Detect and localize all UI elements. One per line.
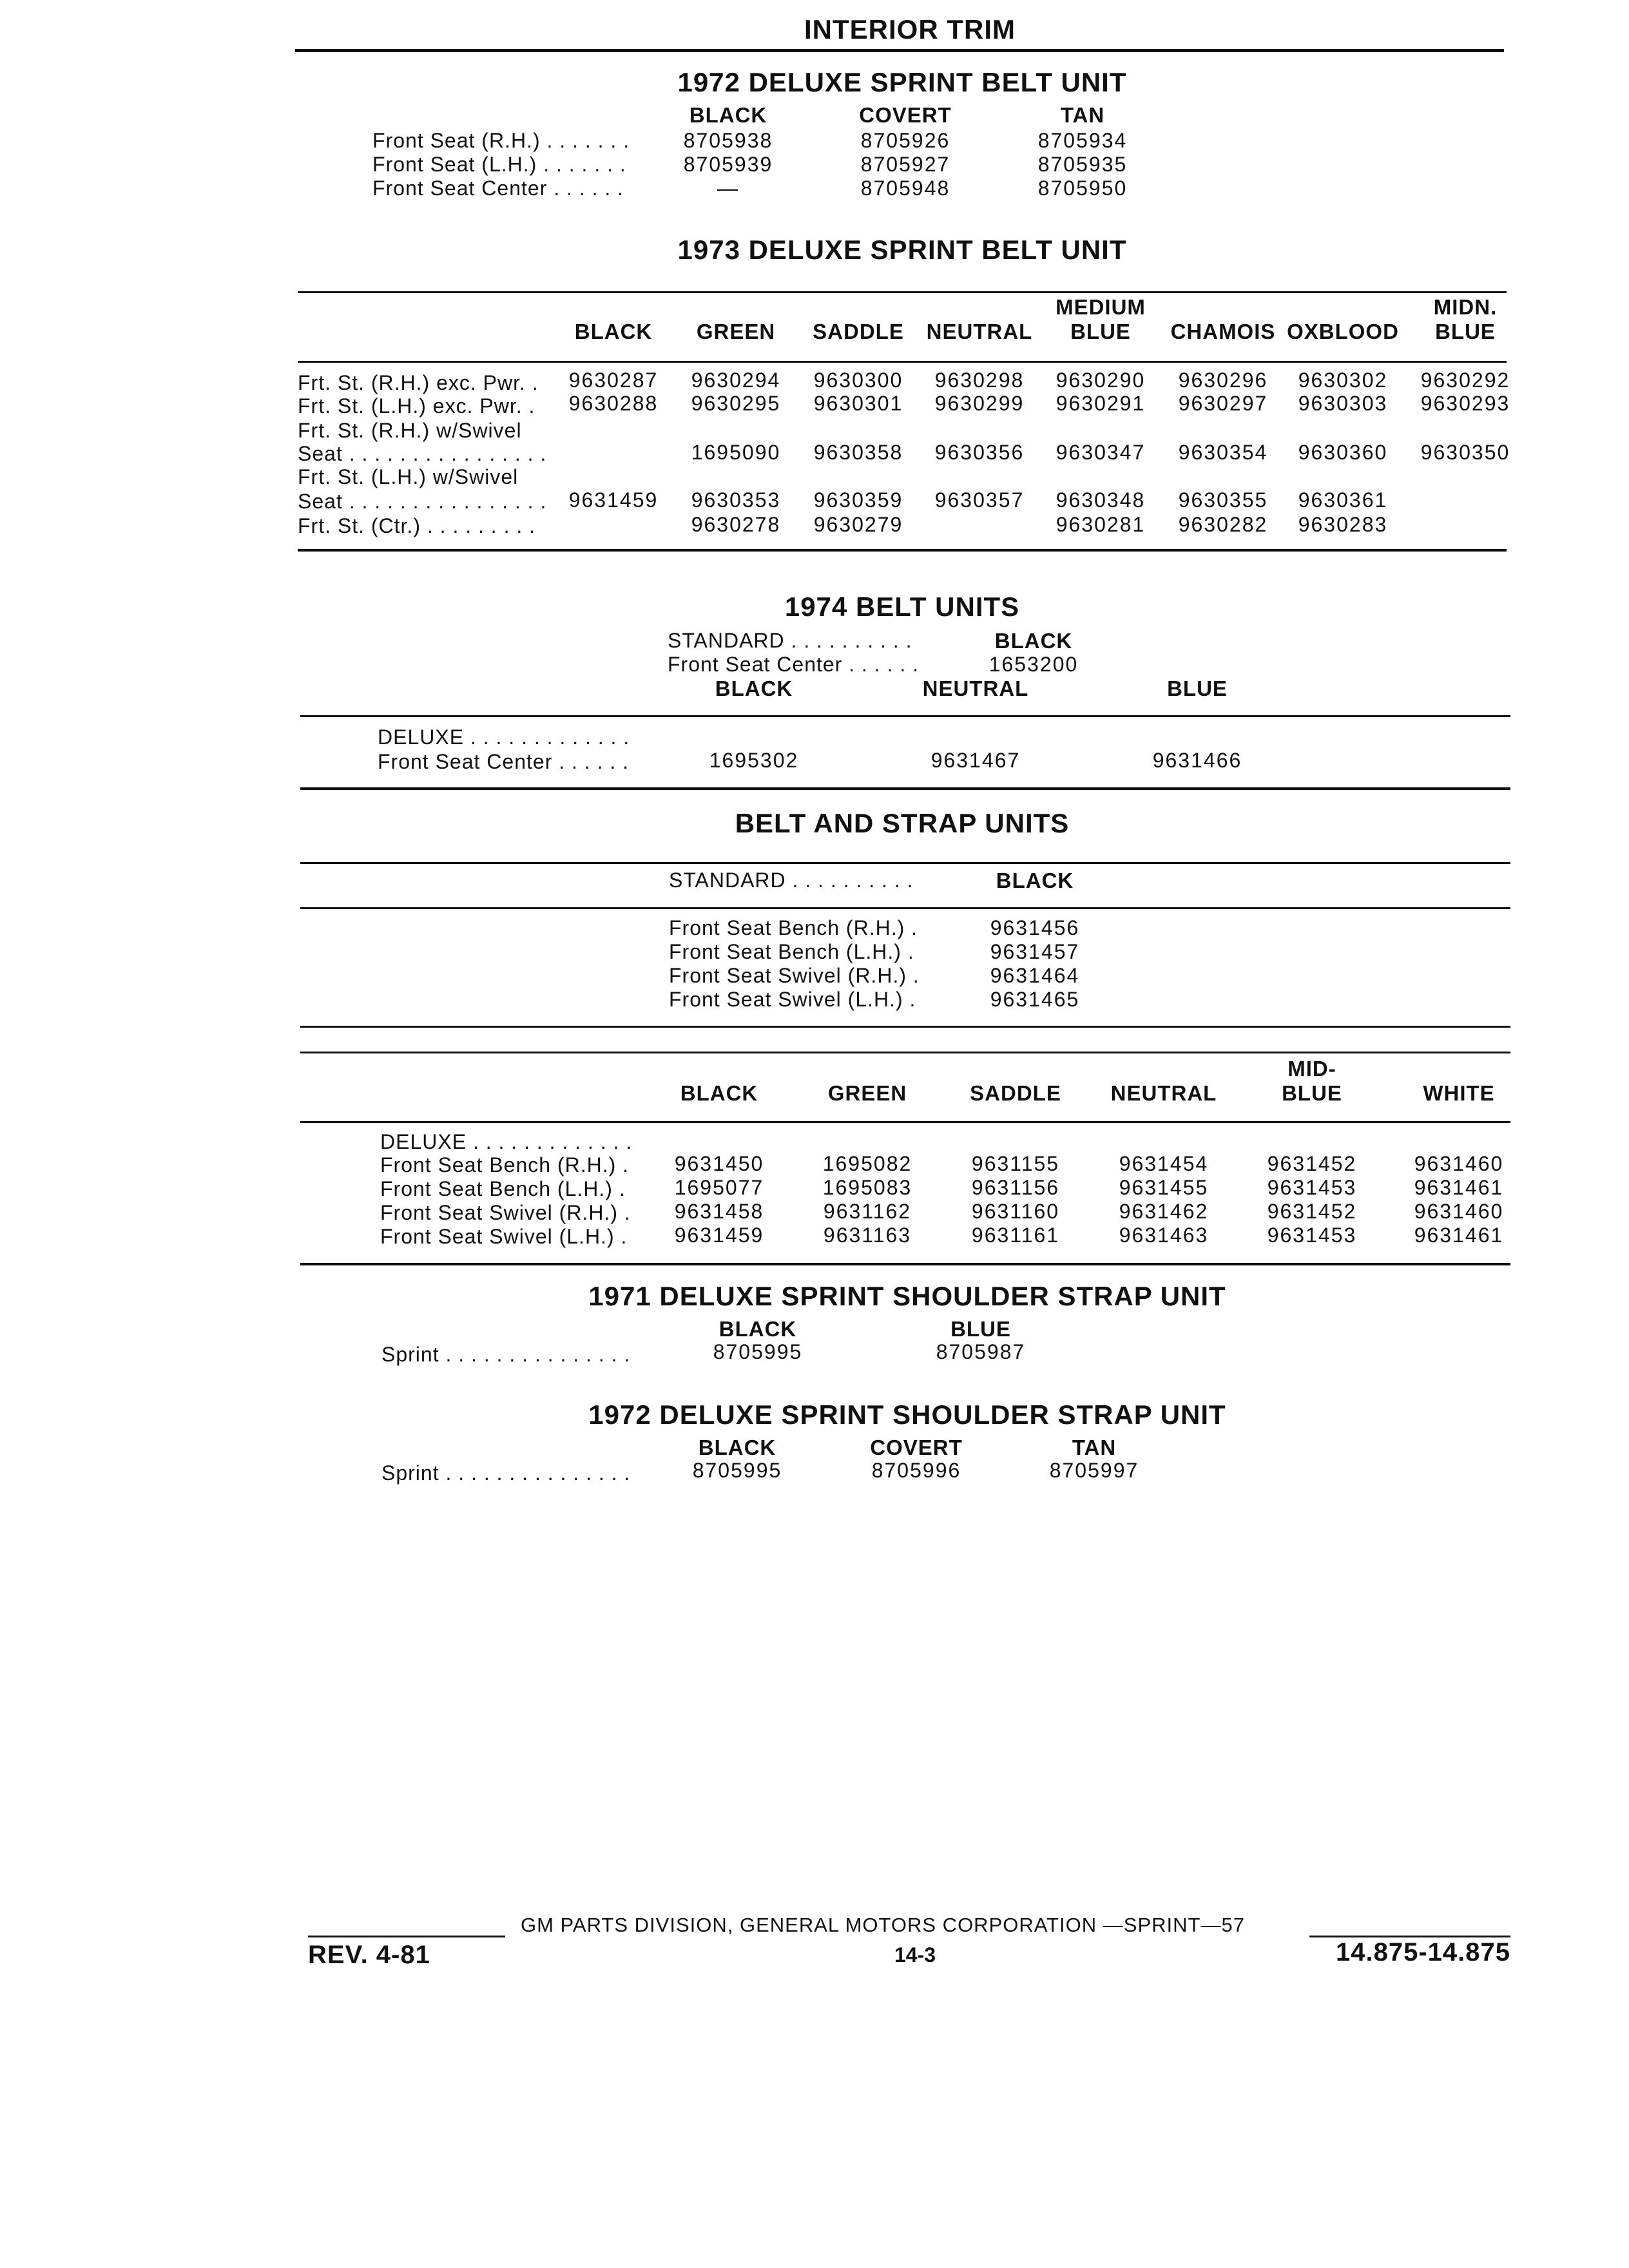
table-cell: 1695077: [674, 1176, 764, 1199]
row-label: Frt. St. (L.H.) exc. Pwr. .: [298, 394, 535, 418]
table-cell: 8705948: [860, 177, 950, 200]
table-cell: 8705996: [871, 1459, 961, 1482]
section-heading-1972-shoulder: 1972 DELUXE SPRINT SHOULDER STRAP UNIT: [588, 1399, 1226, 1430]
table-cell: 9630290: [1055, 369, 1146, 392]
table-cell: 1695082: [822, 1152, 912, 1175]
column-header: SADDLE: [970, 1081, 1061, 1105]
table-rule: [300, 715, 1510, 717]
standard-label: STANDARD . . . . . . . . . .: [669, 869, 914, 892]
column-header: COVERT: [859, 103, 952, 127]
column-header: BLACK: [689, 103, 767, 127]
table-cell: 9631467: [930, 749, 1021, 772]
column-header: GREEN: [696, 320, 776, 343]
column-header: BLACK: [994, 629, 1073, 653]
table-cell: —: [717, 177, 739, 200]
table-cell: 9630347: [1055, 441, 1146, 464]
table-cell: 1695302: [709, 749, 799, 772]
table-cell: 9630293: [1420, 392, 1510, 415]
table-cell: 9631162: [823, 1200, 912, 1223]
table-cell: 9630298: [934, 369, 1025, 392]
row-label: Frt. St. (R.H.) exc. Pwr. .: [298, 371, 539, 394]
column-header: BLACK: [574, 320, 653, 343]
table-cell: 9631466: [1152, 749, 1242, 772]
table-cell: 9630292: [1420, 369, 1510, 392]
table-cell: 9631459: [568, 488, 659, 512]
table-cell: 9630302: [1298, 369, 1388, 392]
table-cell: 9630297: [1178, 392, 1268, 415]
column-header: BLUE: [950, 1317, 1011, 1341]
table-cell: 9631465: [990, 988, 1080, 1011]
table-cell: 9630358: [813, 441, 903, 464]
row-label: Front Seat (L.H.) . . . . . . .: [372, 153, 626, 176]
table-cell: 9630294: [691, 369, 781, 392]
footer-rule: [308, 1936, 505, 1937]
column-header: BLACK: [680, 1081, 758, 1105]
row-label: Front Seat Center . . . . . .: [378, 750, 630, 773]
footer-rule: [1309, 1936, 1510, 1937]
row-label: Sprint . . . . . . . . . . . . . . .: [381, 1461, 631, 1485]
table-cell: 9630278: [691, 513, 781, 536]
page-number: 14-3: [894, 1943, 936, 1966]
standard-label: STANDARD . . . . . . . . . .: [668, 629, 912, 652]
table-cell: 9631455: [1119, 1176, 1209, 1199]
row-label: Front Seat Swivel (L.H.) .: [380, 1225, 628, 1248]
table-rule: [300, 1052, 1510, 1053]
catalog-code: 14.875-14.875: [1335, 1938, 1510, 1966]
table-cell: 8705926: [860, 129, 950, 152]
table-cell: 9630281: [1055, 513, 1146, 536]
table-cell: 9631461: [1414, 1176, 1504, 1199]
section-heading-1972-belt: 1972 DELUXE SPRINT BELT UNIT: [677, 67, 1127, 97]
table-cell: 9631452: [1267, 1200, 1357, 1223]
table-cell: 9630354: [1178, 441, 1268, 464]
table-cell: 9631161: [971, 1224, 1060, 1247]
table-cell: 8705935: [1037, 153, 1128, 176]
table-cell: 8705934: [1037, 129, 1128, 152]
table-cell: 8705987: [936, 1340, 1026, 1363]
table-cell: 9630356: [934, 441, 1025, 464]
table-cell: 9630282: [1178, 513, 1268, 536]
row-label: Front Seat Bench (L.H.) .: [380, 1177, 626, 1200]
table-cell: 9631156: [971, 1176, 1060, 1199]
table-cell: 9631463: [1119, 1224, 1209, 1247]
table-cell: 9631457: [990, 940, 1080, 963]
column-header: BLUE: [1282, 1081, 1342, 1105]
page-title: INTERIOR TRIM: [804, 14, 1016, 44]
table-cell: 9630295: [691, 392, 781, 415]
table-cell: 9630303: [1298, 392, 1388, 415]
column-header-top: MID-: [1287, 1057, 1336, 1081]
table-cell: 9631450: [674, 1152, 764, 1175]
column-header: COVERT: [870, 1436, 963, 1459]
table-cell: 9631453: [1267, 1224, 1357, 1247]
table-rule: [300, 1121, 1510, 1123]
table-rule: [298, 291, 1507, 293]
table-cell: 9630355: [1178, 488, 1268, 512]
table-cell: 1695090: [691, 441, 781, 464]
column-header: NEUTRAL: [922, 677, 1029, 700]
table-cell: 1695083: [822, 1176, 912, 1199]
table-cell: 1653200: [988, 653, 1079, 676]
table-cell: 8705995: [713, 1340, 803, 1363]
table-cell: 9630348: [1055, 488, 1146, 512]
revision-label: REV. 4-81: [308, 1941, 430, 1969]
table-cell: 9630300: [813, 369, 903, 392]
table-rule: [300, 787, 1510, 790]
title-rule: [295, 49, 1504, 52]
column-header: TAN: [1072, 1436, 1117, 1459]
table-rule: [298, 361, 1507, 363]
table-cell: 9631456: [990, 916, 1080, 939]
deluxe-label: DELUXE . . . . . . . . . . . . .: [380, 1130, 633, 1153]
table-cell: 9631458: [674, 1200, 764, 1223]
table-rule: [300, 907, 1510, 909]
table-cell: 9630301: [813, 392, 903, 415]
table-cell: 8705950: [1037, 177, 1128, 200]
table-cell: 9630283: [1298, 513, 1388, 536]
row-label: Front Seat Center . . . . . .: [668, 653, 920, 676]
table-cell: 9630361: [1298, 488, 1388, 512]
table-rule: [298, 549, 1507, 552]
row-label: Seat . . . . . . . . . . . . . . . .: [298, 442, 547, 465]
row-label: Frt. St. (Ctr.) . . . . . . . . .: [298, 514, 536, 537]
table-cell: 9631459: [674, 1224, 764, 1247]
table-cell: 9630353: [691, 488, 781, 512]
row-label: Front Seat Bench (L.H.) .: [669, 940, 914, 963]
row-label: Front Seat Swivel (R.H.) .: [669, 964, 920, 987]
table-cell: 9630360: [1298, 441, 1388, 464]
footer-publisher: GM PARTS DIVISION, GENERAL MOTORS CORPORATION —SPRINT—57: [521, 1914, 1245, 1936]
table-cell: 9631460: [1414, 1200, 1504, 1223]
table-cell: 9630350: [1420, 441, 1510, 464]
column-header: GREEN: [827, 1081, 907, 1105]
table-cell: 9630359: [813, 488, 903, 512]
table-cell: 9631454: [1119, 1152, 1209, 1175]
row-label: Sprint . . . . . . . . . . . . . . .: [381, 1343, 631, 1366]
section-heading-1973-belt: 1973 DELUXE SPRINT BELT UNIT: [677, 235, 1127, 265]
table-cell: 9631155: [971, 1152, 1060, 1175]
table-rule: [300, 862, 1510, 864]
row-label: Frt. St. (L.H.) w/Swivel: [298, 465, 519, 488]
table-cell: 8705939: [683, 153, 773, 176]
table-cell: 9630291: [1055, 392, 1146, 415]
table-cell: 8705995: [692, 1459, 782, 1482]
column-header: BLUE: [1435, 320, 1496, 343]
column-header: NEUTRAL: [1110, 1081, 1217, 1105]
table-cell: 9631461: [1414, 1224, 1504, 1247]
table-cell: 8705997: [1049, 1459, 1139, 1482]
column-header: BLACK: [698, 1436, 776, 1459]
column-header-top: MIDN.: [1433, 295, 1498, 319]
table-cell: 9631460: [1414, 1152, 1504, 1175]
column-header: TAN: [1060, 103, 1105, 127]
section-heading-1971-shoulder: 1971 DELUXE SPRINT SHOULDER STRAP UNIT: [588, 1281, 1226, 1311]
table-rule: [300, 1026, 1510, 1028]
column-header: BLACK: [715, 677, 793, 700]
row-label: Front Seat Swivel (R.H.) .: [380, 1201, 631, 1224]
table-cell: 9630299: [934, 392, 1025, 415]
table-cell: 9631160: [971, 1200, 1060, 1223]
table-cell: 9631163: [823, 1224, 912, 1247]
table-cell: 9631462: [1119, 1200, 1209, 1223]
row-label: Front Seat Swivel (L.H.) .: [669, 988, 916, 1011]
section-heading-strap: BELT AND STRAP UNITS: [735, 808, 1070, 838]
table-cell: 9630357: [934, 488, 1025, 512]
row-label: Front Seat (R.H.) . . . . . . .: [372, 129, 630, 152]
table-cell: 8705927: [860, 153, 950, 176]
table-cell: 9631453: [1267, 1176, 1357, 1199]
column-header: BLUE: [1167, 677, 1228, 700]
column-header: BLACK: [996, 869, 1074, 892]
table-cell: 9630288: [568, 392, 659, 415]
column-header: OXBLOOD: [1287, 320, 1399, 343]
table-cell: 9630296: [1178, 369, 1268, 392]
row-label: Front Seat Center . . . . . .: [372, 177, 624, 200]
table-cell: 9631464: [990, 964, 1080, 987]
section-heading-1974-belt: 1974 BELT UNITS: [784, 591, 1020, 622]
row-label: Front Seat Bench (R.H.) .: [380, 1153, 630, 1177]
column-header: CHAMOIS: [1170, 320, 1276, 343]
column-header: BLUE: [1070, 320, 1131, 343]
column-header-top: MEDIUM: [1055, 295, 1146, 319]
column-header: SADDLE: [813, 320, 904, 343]
row-label: Front Seat Bench (R.H.) .: [669, 916, 918, 939]
column-header: WHITE: [1423, 1081, 1495, 1105]
deluxe-label: DELUXE . . . . . . . . . . . . .: [378, 726, 630, 749]
table-cell: 9630279: [813, 513, 903, 536]
table-rule: [300, 1263, 1510, 1265]
column-header: NEUTRAL: [926, 320, 1033, 343]
table-cell: 9631452: [1267, 1152, 1357, 1175]
column-header: BLACK: [718, 1317, 797, 1341]
table-cell: 8705938: [683, 129, 773, 152]
row-label: Frt. St. (R.H.) w/Swivel: [298, 419, 522, 442]
table-cell: 9630287: [568, 369, 659, 392]
row-label: Seat . . . . . . . . . . . . . . . .: [298, 490, 547, 513]
